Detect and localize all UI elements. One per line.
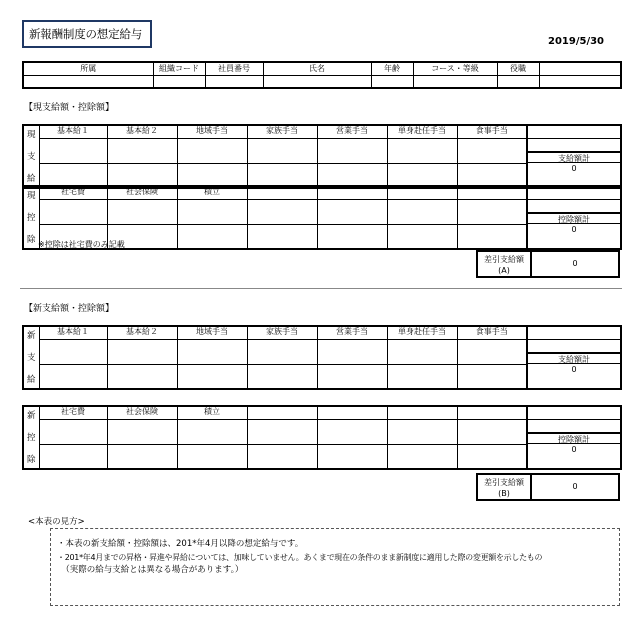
current-pay-header-basic2: 基本給２ bbox=[107, 125, 177, 138]
info-header-employee-number: 社員番号 bbox=[205, 62, 263, 75]
info-header-age: 年齢 bbox=[371, 62, 413, 75]
info-value-row bbox=[23, 75, 621, 88]
new-pay-header-sales: 営業手当 bbox=[317, 326, 387, 339]
net-pay-b-label: 差引支給額 (B) bbox=[478, 475, 532, 499]
net-pay-b-value: 0 bbox=[572, 482, 578, 491]
current-deduction-label: 現 控 除 bbox=[23, 186, 39, 249]
new-pay-header-meal: 食事手当 bbox=[457, 326, 527, 339]
new-pay-cell[interactable] bbox=[107, 364, 177, 389]
current-deduction-cell[interactable] bbox=[317, 224, 387, 249]
new-deduction-cell-extra[interactable] bbox=[527, 406, 621, 419]
net-pay-a-box bbox=[476, 250, 620, 278]
current-deduction-cell-extra[interactable] bbox=[527, 186, 621, 199]
new-deduction-cell[interactable] bbox=[247, 444, 317, 469]
new-pay-header-family: 家族手当 bbox=[247, 326, 317, 339]
new-pay-cell[interactable] bbox=[247, 339, 317, 364]
new-deduction-header-blank bbox=[247, 406, 317, 419]
current-pay-table bbox=[22, 124, 622, 189]
net-pay-b-box bbox=[476, 473, 620, 501]
new-pay-cell[interactable] bbox=[387, 339, 457, 364]
current-deduction-cell[interactable] bbox=[177, 224, 247, 249]
new-deduction-cell[interactable] bbox=[457, 419, 527, 444]
new-deduction-cell[interactable] bbox=[177, 444, 247, 469]
current-pay-total-label: 支給額計 bbox=[528, 151, 620, 163]
new-pay-table bbox=[22, 325, 622, 390]
current-pay-cell[interactable] bbox=[39, 138, 107, 163]
info-header-name: 氏名 bbox=[263, 62, 371, 75]
section-separator bbox=[20, 288, 622, 289]
current-pay-cell[interactable] bbox=[247, 138, 317, 163]
current-section-heading: 【現支給額・控除額】 bbox=[24, 103, 115, 113]
info-cell-affiliation[interactable] bbox=[23, 75, 153, 88]
new-deduction-header-blank bbox=[457, 406, 527, 419]
new-deduction-cell[interactable] bbox=[107, 444, 177, 469]
info-cell-org-code[interactable] bbox=[153, 75, 205, 88]
new-pay-header-single-assignment: 単身赴任手当 bbox=[387, 326, 457, 339]
new-deduction-cell[interactable] bbox=[317, 444, 387, 469]
new-pay-header-basic2: 基本給２ bbox=[107, 326, 177, 339]
current-pay-cell[interactable] bbox=[177, 138, 247, 163]
info-header-blank bbox=[539, 62, 621, 75]
current-pay-total-box bbox=[527, 138, 621, 188]
current-pay-header-basic1: 基本給１ bbox=[39, 125, 107, 138]
current-deduction-cell[interactable] bbox=[457, 224, 527, 249]
current-deduction-total-label: 控除額計 bbox=[528, 212, 620, 224]
new-deduction-cell[interactable] bbox=[39, 444, 107, 469]
current-deduction-cell[interactable] bbox=[387, 199, 457, 224]
current-deduction-cell[interactable] bbox=[317, 199, 387, 224]
current-deduction-total-box bbox=[527, 199, 621, 249]
info-header-org-code: 組織コード bbox=[153, 62, 205, 75]
current-pay-header-meal: 食事手当 bbox=[457, 125, 527, 138]
new-pay-total-box bbox=[527, 339, 621, 389]
info-header-course-grade: コース・等級 bbox=[413, 62, 497, 75]
new-deduction-header-blank bbox=[317, 406, 387, 419]
new-pay-header-regional: 地域手当 bbox=[177, 326, 247, 339]
new-section-heading: 【新支給額・控除額】 bbox=[24, 304, 115, 314]
info-cell-employee-number[interactable] bbox=[205, 75, 263, 88]
new-pay-total-value: 0 bbox=[571, 364, 577, 374]
new-deduction-total-label: 控除額計 bbox=[528, 432, 620, 444]
new-deduction-cell[interactable] bbox=[457, 444, 527, 469]
new-pay-cell[interactable] bbox=[247, 364, 317, 389]
info-header-affiliation: 所属 bbox=[23, 62, 153, 75]
current-deduction-header-housing: 社宅費 bbox=[39, 186, 107, 199]
document-date: 2019/5/30 bbox=[548, 36, 605, 47]
new-pay-cell[interactable] bbox=[317, 364, 387, 389]
current-pay-cell[interactable] bbox=[387, 138, 457, 163]
current-deduction-cell[interactable] bbox=[107, 199, 177, 224]
current-deduction-header-blank bbox=[387, 186, 457, 199]
explanation-box bbox=[50, 528, 620, 606]
current-deduction-total-value: 0 bbox=[571, 224, 577, 234]
current-pay-header-family: 家族手当 bbox=[247, 125, 317, 138]
current-deduction-header-blank bbox=[317, 186, 387, 199]
new-deduction-header-blank bbox=[387, 406, 457, 419]
current-pay-cell[interactable] bbox=[317, 138, 387, 163]
new-pay-cell[interactable] bbox=[39, 364, 107, 389]
new-deduction-header-social-insurance: 社会保険 bbox=[107, 406, 177, 419]
new-deduction-header-savings: 積立 bbox=[177, 406, 247, 419]
new-pay-cell[interactable] bbox=[457, 364, 527, 389]
current-deduction-cell[interactable] bbox=[387, 224, 457, 249]
info-header-position: 役職 bbox=[497, 62, 539, 75]
new-pay-label: 新 支 給 bbox=[23, 326, 39, 389]
current-pay-total-value: 0 bbox=[571, 163, 577, 173]
new-deduction-cell[interactable] bbox=[387, 419, 457, 444]
new-pay-cell[interactable] bbox=[39, 339, 107, 364]
current-deduction-cell[interactable] bbox=[247, 199, 317, 224]
current-pay-cell[interactable] bbox=[457, 138, 527, 163]
explanation-heading: <本表の見方> bbox=[28, 517, 85, 527]
new-pay-cell[interactable] bbox=[107, 339, 177, 364]
current-deduction-header-social-insurance: 社会保険 bbox=[107, 186, 177, 199]
current-deduction-cell[interactable] bbox=[39, 199, 107, 224]
net-pay-a-label: 差引支給額 (A) bbox=[478, 252, 532, 276]
info-cell-blank[interactable] bbox=[539, 75, 621, 88]
info-cell-course-grade[interactable] bbox=[413, 75, 497, 88]
info-cell-age[interactable] bbox=[371, 75, 413, 88]
new-pay-cell[interactable] bbox=[387, 364, 457, 389]
current-deduction-header-blank bbox=[457, 186, 527, 199]
new-deduction-header-housing: 社宅費 bbox=[39, 406, 107, 419]
new-deduction-total-box bbox=[527, 419, 621, 469]
current-deduction-cell[interactable] bbox=[247, 224, 317, 249]
new-pay-cell[interactable] bbox=[177, 339, 247, 364]
new-pay-cell-extra[interactable] bbox=[527, 326, 621, 339]
current-pay-label: 現 支 給 bbox=[23, 125, 39, 188]
info-cell-position[interactable] bbox=[497, 75, 539, 88]
employee-info-table bbox=[22, 61, 622, 89]
new-pay-header-basic1: 基本給１ bbox=[39, 326, 107, 339]
current-deduction-header-savings: 積立 bbox=[177, 186, 247, 199]
new-deduction-cell[interactable] bbox=[177, 419, 247, 444]
new-pay-cell[interactable] bbox=[177, 364, 247, 389]
new-pay-cell[interactable] bbox=[317, 339, 387, 364]
explanation-line: ・本表の新支給額・控除額は、201*年4月以降の想定給与です。 bbox=[57, 539, 304, 549]
explanation-line: ・201*年4月までの昇格・昇進や昇給については、加味していません。あくまで現在の条件のまま新制度に適用した際の変更額を示したもの bbox=[57, 553, 543, 562]
new-deduction-cell[interactable] bbox=[317, 419, 387, 444]
current-pay-header-sales: 営業手当 bbox=[317, 125, 387, 138]
new-deduction-table bbox=[22, 405, 622, 470]
deduction-note: ※控除は社宅費のみ記載 bbox=[38, 240, 125, 249]
explanation-line: （実際の給与支給とは異なる場合があります。） bbox=[57, 565, 244, 575]
current-pay-cell-extra[interactable] bbox=[527, 125, 621, 138]
new-deduction-cell[interactable] bbox=[39, 419, 107, 444]
new-deduction-cell[interactable] bbox=[387, 444, 457, 469]
current-deduction-cell[interactable] bbox=[457, 199, 527, 224]
current-pay-cell[interactable] bbox=[107, 138, 177, 163]
new-deduction-cell[interactable] bbox=[247, 419, 317, 444]
current-deduction-cell[interactable] bbox=[177, 199, 247, 224]
net-pay-a-value: 0 bbox=[572, 259, 578, 268]
new-deduction-label: 新 控 除 bbox=[23, 406, 39, 469]
new-deduction-cell[interactable] bbox=[107, 419, 177, 444]
info-header-row bbox=[23, 62, 621, 75]
new-pay-total-label: 支給額計 bbox=[528, 352, 620, 364]
new-pay-cell[interactable] bbox=[457, 339, 527, 364]
current-deduction-header-blank bbox=[247, 186, 317, 199]
page-title: 新報酬制度の想定給与 bbox=[22, 20, 152, 48]
new-deduction-total-value: 0 bbox=[571, 444, 577, 454]
current-pay-header-single-assignment: 単身赴任手当 bbox=[387, 125, 457, 138]
info-cell-name[interactable] bbox=[263, 75, 371, 88]
current-pay-header-regional: 地域手当 bbox=[177, 125, 247, 138]
